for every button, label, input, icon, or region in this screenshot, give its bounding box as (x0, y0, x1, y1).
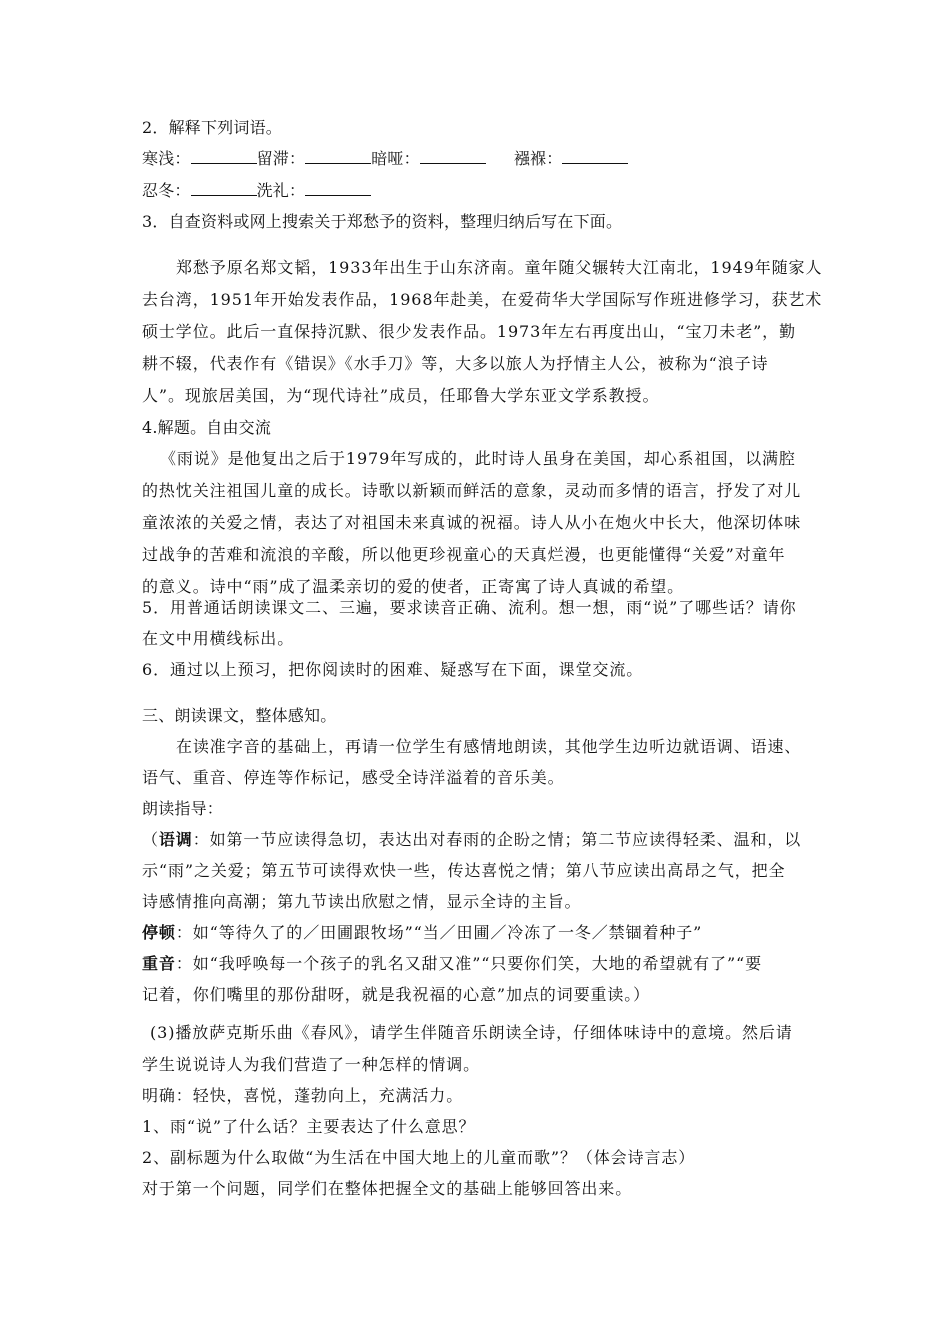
answer-blank[interactable] (562, 149, 628, 164)
question-line: 2、副标题为什么取做“为生活在中国大地上的儿童而歌”？（体会诗言志） (142, 1148, 696, 1167)
q5-line: 在文中用横线标出。 (142, 629, 295, 648)
bio-line: 去台湾，1951年开始发表作品，1968年赴美，在爱荷华大学国际写作班进修学习，获艺术 (142, 290, 823, 309)
q5-line: 5．用普通话朗读课文二、三遍，要求读音正确、流利。想一想，雨“说”了哪些话？请你 (142, 598, 797, 617)
q4-line: 童浓浓的关爱之情，表达了对祖国未来真诚的祝福。诗人从小在炮火中长大，他深切体味 (142, 513, 802, 532)
closing-line: 对于第一个问题，同学们在整体把握全文的基础上能够回答出来。 (142, 1179, 633, 1198)
word-label: 洗礼： (256, 181, 306, 200)
q4-line: 《雨说》是他复出之后于1979年写成的，此时诗人虽身在美国，却心系祖国，以满腔 (160, 449, 796, 468)
word-label: 留滞： (256, 149, 306, 168)
tone-text: ：如第一节应读得急切，表达出对春雨的企盼之情；第二节应读得轻柔、温和，以 (192, 830, 802, 849)
guide-title: 朗读指导： (142, 799, 224, 818)
word-label: 忍冬： (142, 181, 191, 200)
tone-label: 语调 (158, 830, 193, 849)
q3-title: 3．自查资料或网上搜索关于郑愁予的资料，整理归纳后写在下面。 (142, 212, 623, 231)
word-label: 襁褓： (513, 149, 563, 168)
section3-title: 三、朗读课文，整体感知。 (142, 706, 337, 725)
tone-line: 示“雨”之关爱；第五节可读得欢快一些，传达喜悦之情；第八节应读出高昂之气，把全 (142, 861, 786, 880)
answer-line: 明确：轻快，喜悦，蓬勃向上，充满活力。 (142, 1086, 464, 1105)
q4-line: 的热忱关注祖国儿童的成长。诗歌以新颖而鲜活的意象，灵动而多情的语言，抒发了对儿 (142, 481, 802, 500)
q4-title: 4.解题。自由交流 (142, 418, 272, 437)
stress-line: 记着，你们嘴里的那份甜呀，就是我祝福的心意”加点的词要重读。） (142, 985, 651, 1004)
pause-label: 停顿 (142, 923, 176, 942)
answer-blank[interactable] (191, 181, 257, 196)
pause-line (142, 923, 812, 943)
bio-line: 人”。现旅居美国，为“现代诗社”成员，任耶鲁大学东亚文学系教授。 (142, 386, 660, 405)
music-line: (3)播放萨克斯乐曲《春风》，请学生伴随音乐朗读全诗，仔细体味诗中的意境。然后请 (150, 1023, 793, 1042)
word-label: 寒浅： (142, 149, 191, 168)
stress-label: 重音 (142, 954, 176, 973)
music-line: 学生说说诗人为我们营造了一种怎样的情调。 (142, 1055, 481, 1074)
tone-line: 诗感情推向高潮；第九节读出欣慰之情，显示全诗的主旨。 (142, 892, 582, 911)
stress-text: ：如“我呼唤每一个孩子的乳名又甜又准”“只要你们笑，大地的希望就有了”“要 (175, 954, 763, 973)
q2-words-row2 (142, 181, 812, 201)
bio-line: 郑愁予原名郑文韬，1933年出生于山东济南。童年随父辗转大江南北，1949年随家人 (176, 258, 823, 277)
intro-line: 在读准字音的基础上，再请一位学生有感情地朗读，其他学生边听边就语调、语速、 (176, 737, 802, 756)
pause-text: ：如“等待久了的／田圃跟牧场”“当／田圃／冷冻了一冬／禁锢着种子” (175, 923, 703, 942)
answer-blank[interactable] (305, 181, 371, 196)
bio-line: 硕士学位。此后一直保持沉默、很少发表作品。1973年左右再度出山，“宝刀未老”，勤 (142, 322, 796, 341)
word-label: 暗哑： (371, 149, 420, 168)
answer-blank[interactable] (305, 149, 371, 164)
q4-line: 过战争的苦难和流浪的辛酸，所以他更珍视童心的天真烂漫，也更能懂得“关爱”对童年 (142, 545, 786, 564)
stress-line (142, 954, 812, 974)
tone-line: （语调：如第一节应读得急切，表达出对春雨的企盼之情；第二节应读得轻柔、温和，以 (142, 830, 802, 849)
q4-line: 的意义。诗中“雨”成了温柔亲切的爱的使者，正寄寓了诗人真诚的希望。 (142, 577, 685, 596)
q6-text: 6．通过以上预习，把你阅读时的困难、疑惑写在下面，课堂交流。 (142, 660, 644, 679)
answer-blank[interactable] (191, 149, 257, 164)
question-line: 1、雨“说”了什么话？主要表达了什么意思？ (142, 1117, 476, 1136)
answer-blank[interactable] (420, 149, 486, 164)
bio-line: 耕不辍，代表作有《错误》《水手刀》等，大多以旅人为抒情主人公，被称为“浪子诗 (142, 354, 769, 373)
q2-words-row1 (142, 149, 812, 169)
intro-line: 语气、重音、停连等作标记，感受全诗洋溢着的音乐美。 (142, 768, 565, 787)
q2-title: 2．解释下列词语。 (142, 118, 282, 137)
